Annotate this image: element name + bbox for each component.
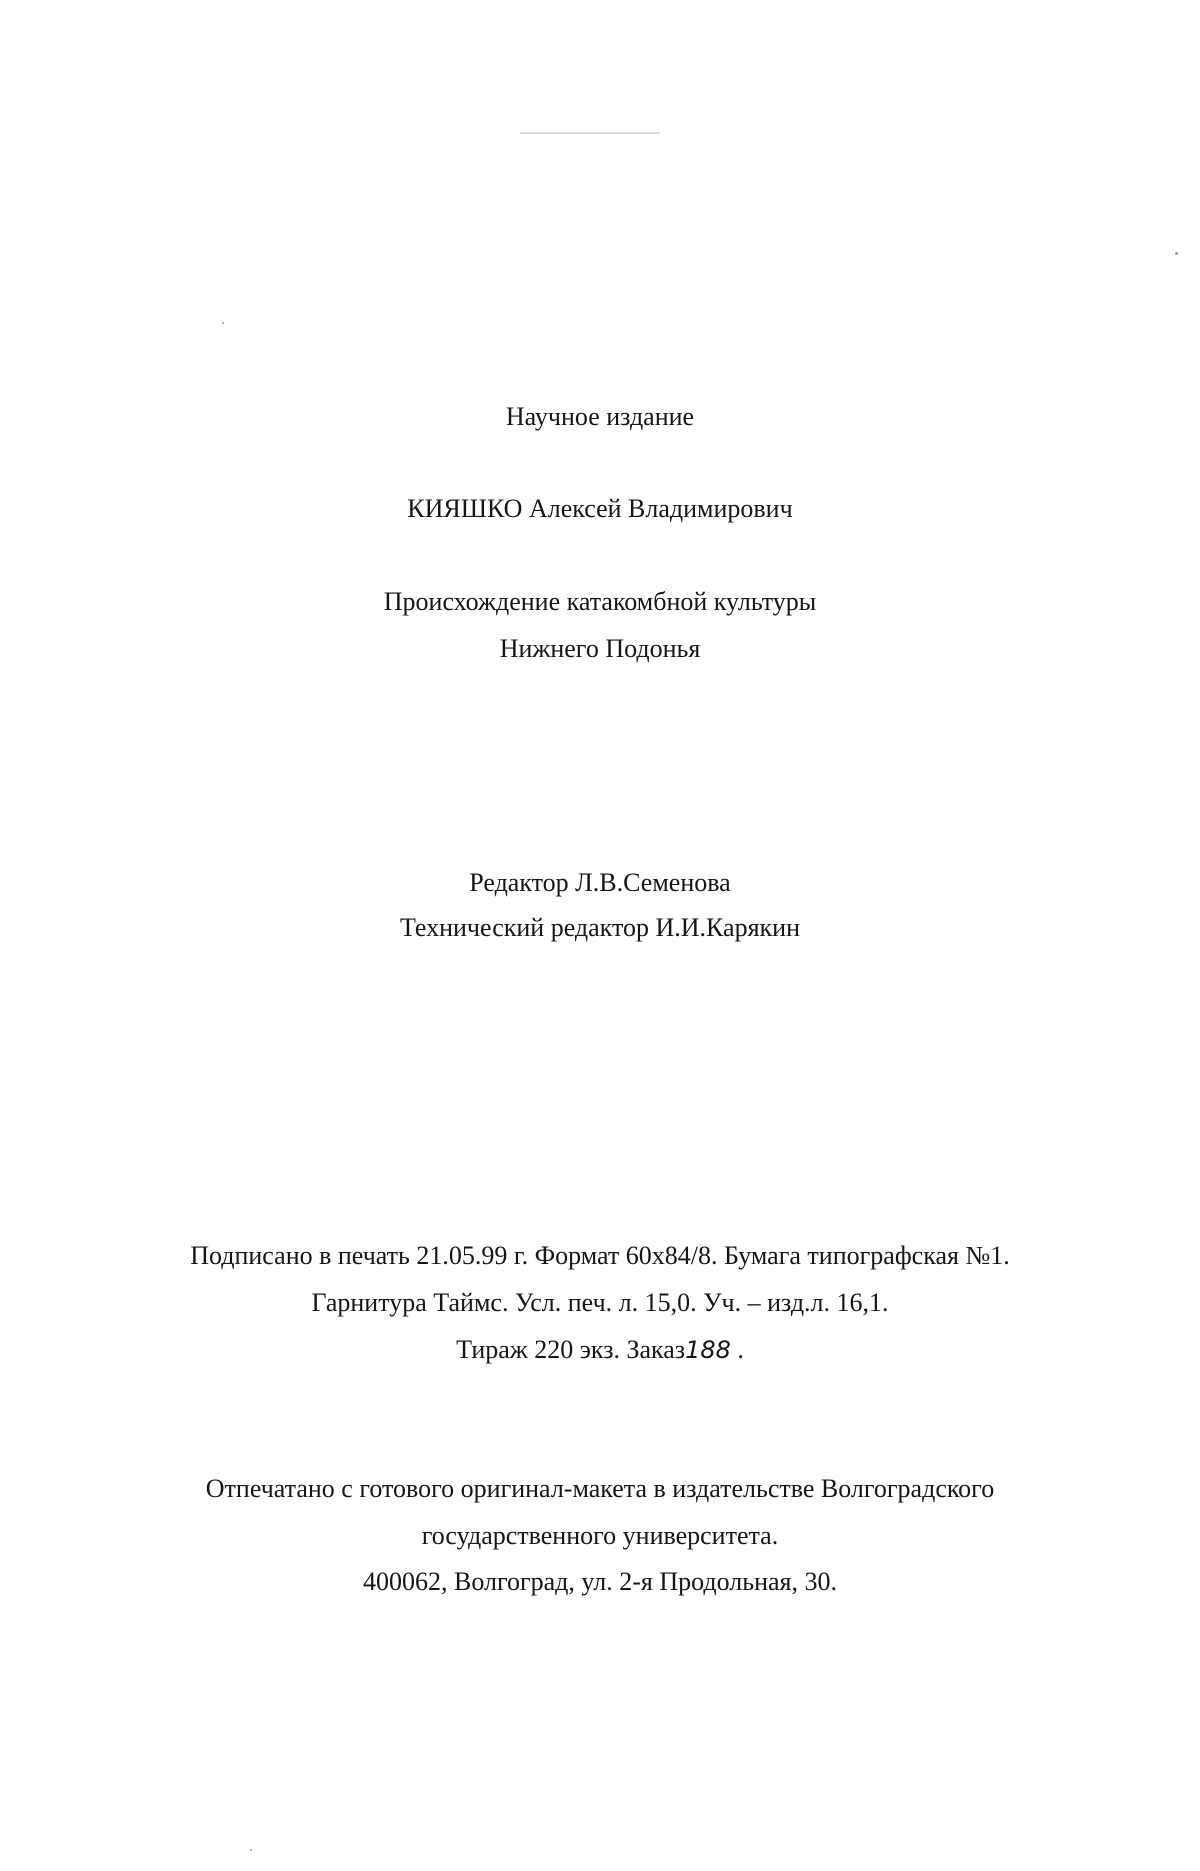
scan-artifact <box>520 132 660 134</box>
imprint-line-2: Гарнитура Таймс. Усл. печ. л. 15,0. Уч. – изд.л. 16,1. <box>311 1288 889 1317</box>
scan-speck <box>1175 252 1178 255</box>
printer-address: 400062, Волгоград, ул. 2-я Продольная, 30. <box>362 1567 838 1596</box>
author-name: КИЯШКО Алексей Владимирович <box>407 494 793 523</box>
scan-speck <box>222 322 224 324</box>
printer-line-2: государственного университета. <box>421 1521 779 1550</box>
imprint-line-3 <box>0 1334 1200 1366</box>
printer-line-1: Отпечатано с готового оригинал-макета в издательстве Волгоградского <box>205 1474 995 1503</box>
order-number-handwritten: 188 <box>685 1336 731 1364</box>
scan-speck <box>250 1849 252 1851</box>
title-line-2: Нижнего Подонья <box>499 634 701 663</box>
circulation-suffix: . <box>730 1335 744 1364</box>
circulation-text: Тираж 220 экз. Заказ <box>456 1335 686 1364</box>
editor-credit: Редактор Л.В.Семенова <box>469 868 731 897</box>
title-line-1: Происхождение катакомбной культуры <box>383 587 817 616</box>
tech-editor-credit: Технический редактор И.И.Карякин <box>400 913 800 942</box>
publication-type: Научное издание <box>505 402 695 431</box>
imprint-line-1: Подписано в печать 21.05.99 г. Формат 60х84/8. Бумага типографская №1. <box>190 1241 1010 1270</box>
